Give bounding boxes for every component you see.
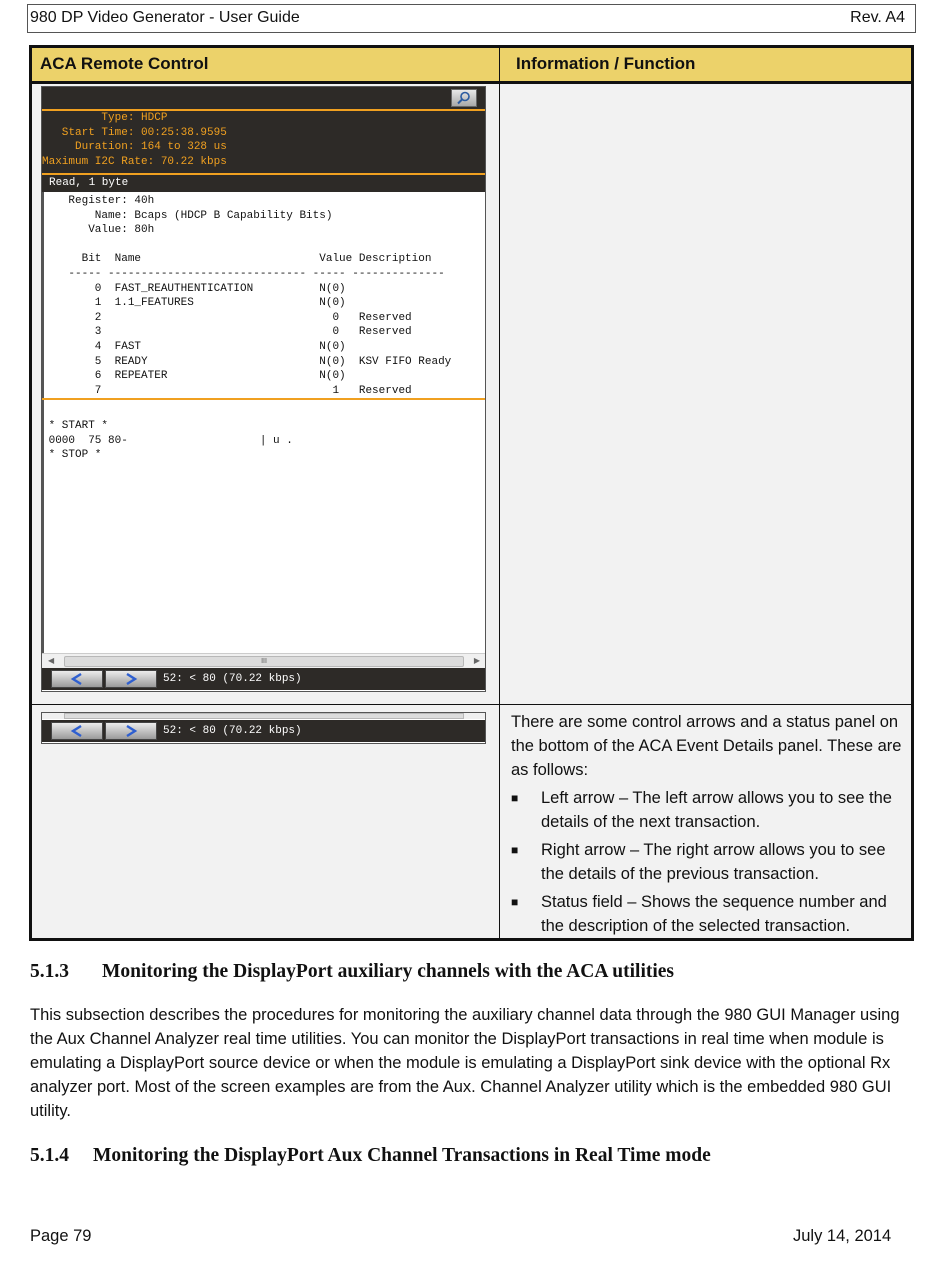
horizontal-scrollbar[interactable] bbox=[42, 653, 485, 668]
list-item: ■ Status field – Shows the sequence number and the description of the selected transaction. bbox=[511, 890, 911, 938]
bullet-icon: ■ bbox=[511, 895, 519, 909]
row-divider bbox=[32, 704, 911, 705]
section-paragraph: This subsection describes the procedures for monitoring the auxiliary channel data through the 980 GUI Manager using the Aux Channel Analyzer real time utilities. You can monitor the DisplayPort transactions in real time when module is emulating a DisplayPort source device or when the module is emulating a DisplayPort sink device with the optional Rx analyzer port. Most of the screen examples are from the Aux. Channel Analyzer utility which is the embedded 980 GUI utility. bbox=[30, 1006, 900, 1120]
section-heading-5-1-3: 5.1.3 Monitoring the DisplayPort auxiliary channels with the ACA utilities bbox=[30, 961, 675, 982]
aca-function-table bbox=[29, 45, 914, 941]
section-heading-5-1-4: 5.1.4 Monitoring the DisplayPort Aux Channel Transactions in Real Time mode bbox=[30, 1145, 711, 1166]
left-arrow-icon bbox=[69, 673, 85, 685]
right-arrow-button[interactable] bbox=[105, 722, 157, 740]
event-summary: Type: HDCP Start Time: 00:25:38.9595 Duration: 164 to 328 us Maximum I2C Rate: 70.22 kbps bbox=[42, 111, 485, 173]
register-details: Register: 40h Name: Bcaps (HDCP B Capability Bits) Value: 80h Bit Name Value Description ----- ------------------------------ ----- -------------- 0 FAST_REAUTHENTICATION N(0) 1 1.1_FEATURES N(0) 2 0 Reserved 3 0 Reserved 4 FAST N(0) 5 READY N(0) KSV FIFO Ready 6 REPEATER N(0) 7 1 Reserved bbox=[68, 195, 452, 397]
aca-event-details-panel bbox=[41, 86, 486, 692]
publication-date: July 14, 2014 bbox=[793, 1227, 892, 1245]
column-header-remote-control: ACA Remote Control bbox=[40, 54, 209, 73]
control-description bbox=[511, 710, 911, 942]
status-field: 52: < 80 (70.22 kbps) bbox=[163, 673, 302, 685]
page-number: Page 79 bbox=[30, 1227, 92, 1245]
navigation-panel-closeup bbox=[41, 712, 486, 744]
scroll-right-icon[interactable]: ▶ bbox=[473, 656, 480, 665]
panel-toolbar bbox=[42, 87, 485, 109]
bullet-icon: ■ bbox=[511, 843, 519, 857]
horizontal-scrollbar[interactable] bbox=[42, 713, 485, 719]
left-arrow-button[interactable] bbox=[51, 670, 103, 688]
table-header-row bbox=[32, 48, 911, 84]
search-button[interactable] bbox=[451, 89, 477, 107]
scroll-thumb[interactable]: III bbox=[64, 656, 464, 667]
page-header bbox=[27, 4, 916, 33]
navigation-bar bbox=[42, 720, 485, 742]
list-item: ■ Right arrow – The right arrow allows you to see the details of the previous transaction. bbox=[511, 838, 911, 886]
list-item: ■ Left arrow – The left arrow allows you to see the details of the next transaction. bbox=[511, 786, 911, 834]
right-arrow-icon bbox=[123, 673, 139, 685]
revision-label: Rev. A4 bbox=[850, 9, 905, 26]
control-list bbox=[511, 786, 911, 938]
separator-line bbox=[42, 398, 485, 400]
navigation-bar bbox=[42, 668, 485, 690]
column-divider bbox=[499, 48, 500, 938]
description-intro: There are some control arrows and a status panel on the bottom of the ACA Event Details panel. These are as follows: bbox=[511, 713, 902, 779]
magnifier-icon bbox=[456, 91, 472, 105]
bullet-icon: ■ bbox=[511, 791, 519, 805]
read-label: Read, 1 byte bbox=[42, 175, 485, 192]
raw-data-dump: * START * 0000 75 80- | u . * STOP * bbox=[48, 420, 293, 462]
document-title: 980 DP Video Generator - User Guide bbox=[30, 9, 300, 26]
column-header-information: Information / Function bbox=[516, 54, 696, 73]
scroll-thumb[interactable] bbox=[64, 713, 464, 719]
status-field: 52: < 80 (70.22 kbps) bbox=[163, 725, 302, 737]
left-arrow-button[interactable] bbox=[51, 722, 103, 740]
right-arrow-button[interactable] bbox=[105, 670, 157, 688]
scroll-left-icon[interactable]: ◀ bbox=[48, 656, 55, 665]
left-arrow-icon bbox=[69, 725, 85, 737]
right-arrow-icon bbox=[123, 725, 139, 737]
